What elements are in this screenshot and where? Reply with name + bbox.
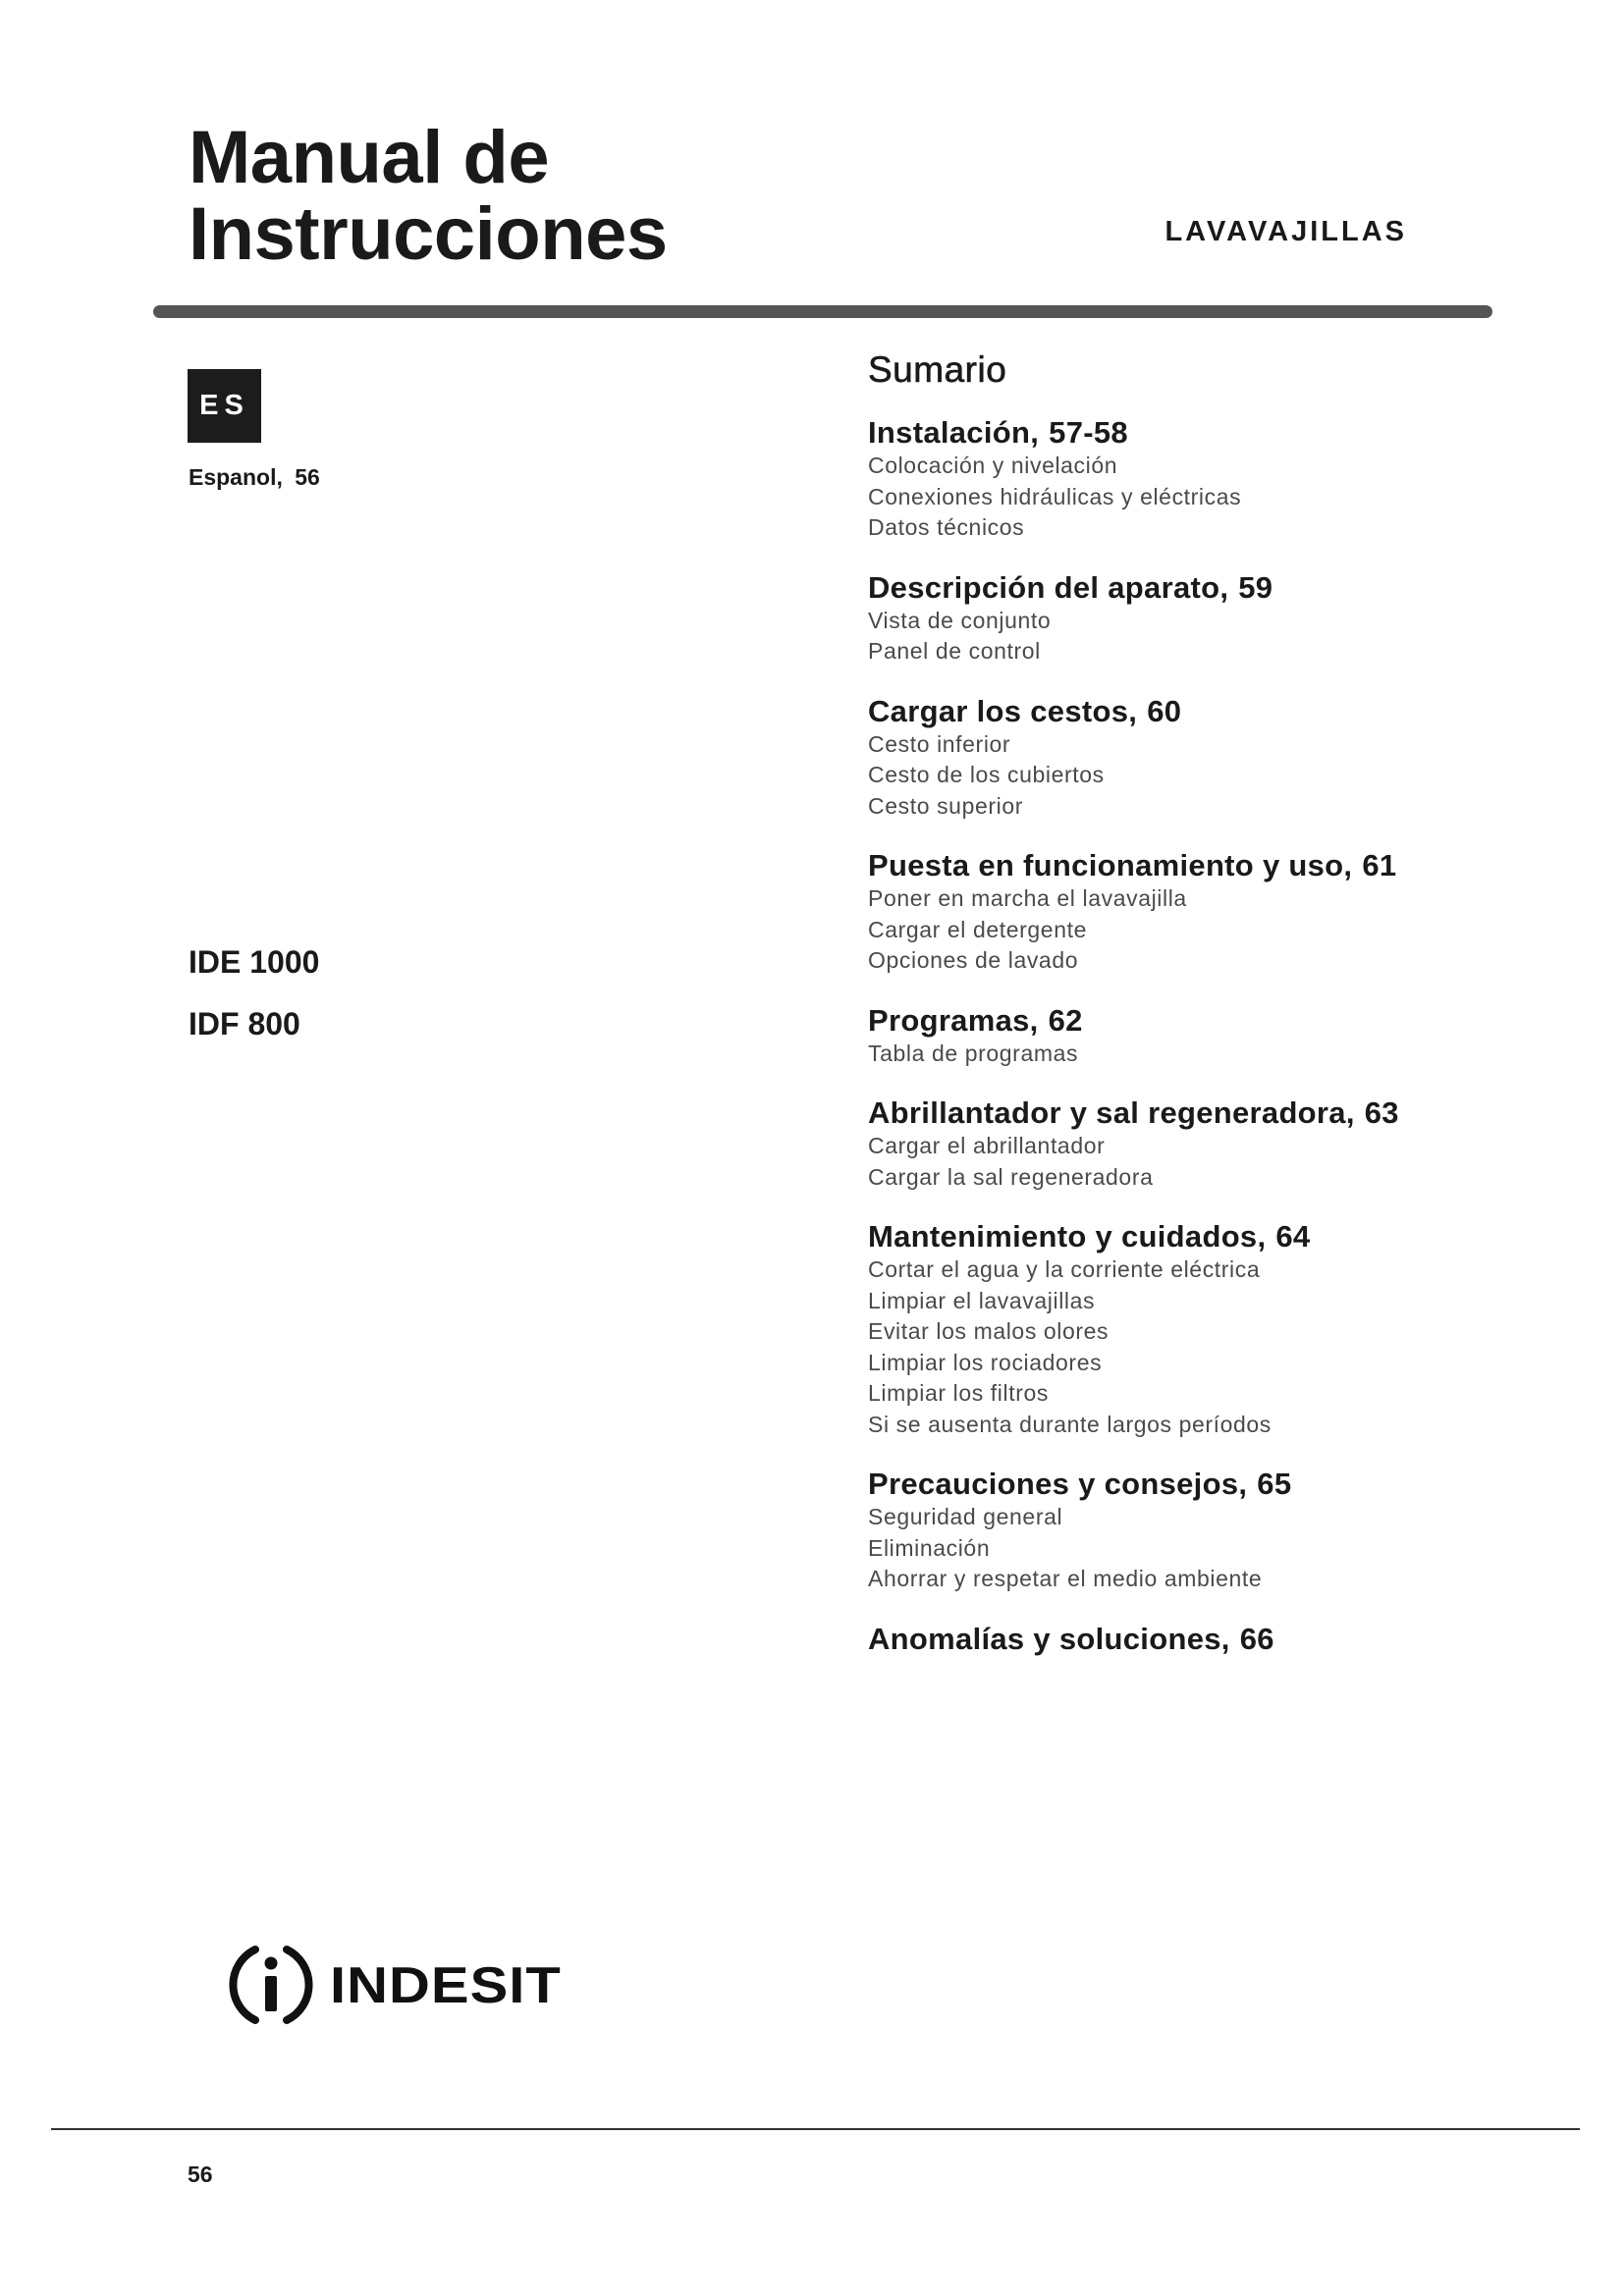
toc-item: Tabla de programas bbox=[868, 1040, 1079, 1066]
toc-section-title-text: Cargar los cestos, bbox=[868, 693, 1138, 728]
toc-item: Colocación y nivelación bbox=[868, 453, 1118, 478]
toc-section-title-text: Abrillantador y sal regeneradora, bbox=[868, 1095, 1355, 1130]
toc-item: Cesto inferior bbox=[868, 730, 1011, 757]
toc-section-title bbox=[868, 415, 1496, 451]
toc-item: Cesto de los cubiertos bbox=[868, 762, 1105, 787]
toc-section-title bbox=[868, 848, 1496, 883]
page-number: 56 bbox=[188, 2162, 213, 2187]
manual-title bbox=[189, 116, 668, 276]
product-category: LAVAVAJILLAS bbox=[1164, 216, 1407, 247]
toc-section-title-text: Instalación, bbox=[868, 415, 1040, 450]
toc-section-page: 60 bbox=[1147, 693, 1182, 728]
toc-section-page: 62 bbox=[1048, 1002, 1083, 1038]
toc-item: Cargar la sal regeneradora bbox=[868, 1163, 1154, 1190]
footer-divider bbox=[51, 2128, 1580, 2130]
toc-heading: Sumario bbox=[868, 349, 1007, 390]
toc-item: Seguridad general bbox=[868, 1504, 1063, 1529]
toc-item: Limpiar los filtros bbox=[868, 1380, 1049, 1406]
toc-section bbox=[868, 415, 1496, 544]
toc-item: Opciones de lavado bbox=[868, 947, 1079, 973]
toc-item: Ahorrar y respetar el medio ambiente bbox=[868, 1566, 1263, 1591]
toc-section bbox=[868, 1622, 1496, 1657]
toc-section bbox=[868, 1219, 1496, 1440]
toc-item: Evitar los malos olores bbox=[868, 1318, 1110, 1344]
toc-item: Cortar el agua y la corriente eléctrica bbox=[868, 1256, 1261, 1282]
toc-item: Vista de conjunto bbox=[868, 607, 1052, 633]
toc-section-title bbox=[868, 1622, 1496, 1657]
toc-section-title bbox=[868, 570, 1496, 606]
brand-name: INDESIT bbox=[330, 1955, 562, 2014]
toc-section-title-text: Mantenimiento y cuidados, bbox=[868, 1219, 1267, 1254]
manual-title-line1: Manual de bbox=[189, 116, 550, 199]
toc-section bbox=[868, 848, 1496, 977]
manual-title-line2: Instrucciones bbox=[189, 192, 668, 276]
toc-item: Si se ausenta durante largos períodos bbox=[868, 1411, 1272, 1437]
toc-section-page: 57-58 bbox=[1049, 415, 1128, 450]
toc-sections bbox=[868, 415, 1496, 1657]
toc-item: Cargar el detergente bbox=[868, 916, 1087, 942]
toc-section bbox=[868, 1467, 1496, 1595]
language-badge: ES bbox=[188, 369, 261, 443]
toc-section-title-text: Puesta en funcionamiento y uso, bbox=[868, 848, 1353, 882]
toc-section-page: 59 bbox=[1238, 569, 1273, 605]
toc-item: Conexiones hidráulicas y eléctricas bbox=[868, 483, 1242, 509]
toc-item: Limpiar los rociadores bbox=[868, 1349, 1103, 1375]
table-of-contents bbox=[868, 349, 1496, 1683]
toc-item: Limpiar el lavavajillas bbox=[868, 1287, 1096, 1313]
toc-section bbox=[868, 1095, 1496, 1193]
toc-item: Panel de control bbox=[868, 638, 1041, 664]
toc-section-page: 61 bbox=[1362, 848, 1397, 882]
toc-section-title bbox=[868, 694, 1496, 729]
toc-section bbox=[868, 1003, 1496, 1070]
toc-item: Poner en marcha el lavavajilla bbox=[868, 885, 1187, 911]
toc-section-title bbox=[868, 1467, 1496, 1502]
toc-item: Cargar el abrillantador bbox=[868, 1133, 1106, 1158]
toc-item: Eliminación bbox=[868, 1534, 991, 1561]
toc-section-page: 66 bbox=[1239, 1621, 1274, 1656]
toc-section-title-text: Precauciones y consejos, bbox=[868, 1467, 1248, 1501]
info-circle-logo-icon bbox=[226, 1940, 316, 2030]
toc-section bbox=[868, 570, 1496, 667]
toc-section-title-text: Programas, bbox=[868, 1002, 1039, 1038]
model-name: IDE 1000 bbox=[189, 944, 320, 980]
toc-section bbox=[868, 694, 1496, 823]
language-label: Espanol, 56 bbox=[189, 464, 320, 490]
brand-logo bbox=[226, 1940, 562, 2030]
toc-section-title bbox=[868, 1219, 1496, 1255]
toc-section-title-text: Descripción del aparato, bbox=[868, 569, 1229, 605]
toc-item: Cesto superior bbox=[868, 792, 1023, 819]
header-divider bbox=[153, 305, 1492, 318]
toc-section-title-text: Anomalías y soluciones, bbox=[868, 1621, 1230, 1656]
toc-item: Datos técnicos bbox=[868, 514, 1025, 540]
toc-section-page: 64 bbox=[1275, 1219, 1311, 1254]
toc-section-title bbox=[868, 1003, 1496, 1039]
model-name: IDF 800 bbox=[189, 1006, 300, 1041]
toc-section-title bbox=[868, 1095, 1496, 1131]
toc-section-page: 63 bbox=[1364, 1095, 1399, 1130]
toc-section-page: 65 bbox=[1257, 1467, 1292, 1501]
